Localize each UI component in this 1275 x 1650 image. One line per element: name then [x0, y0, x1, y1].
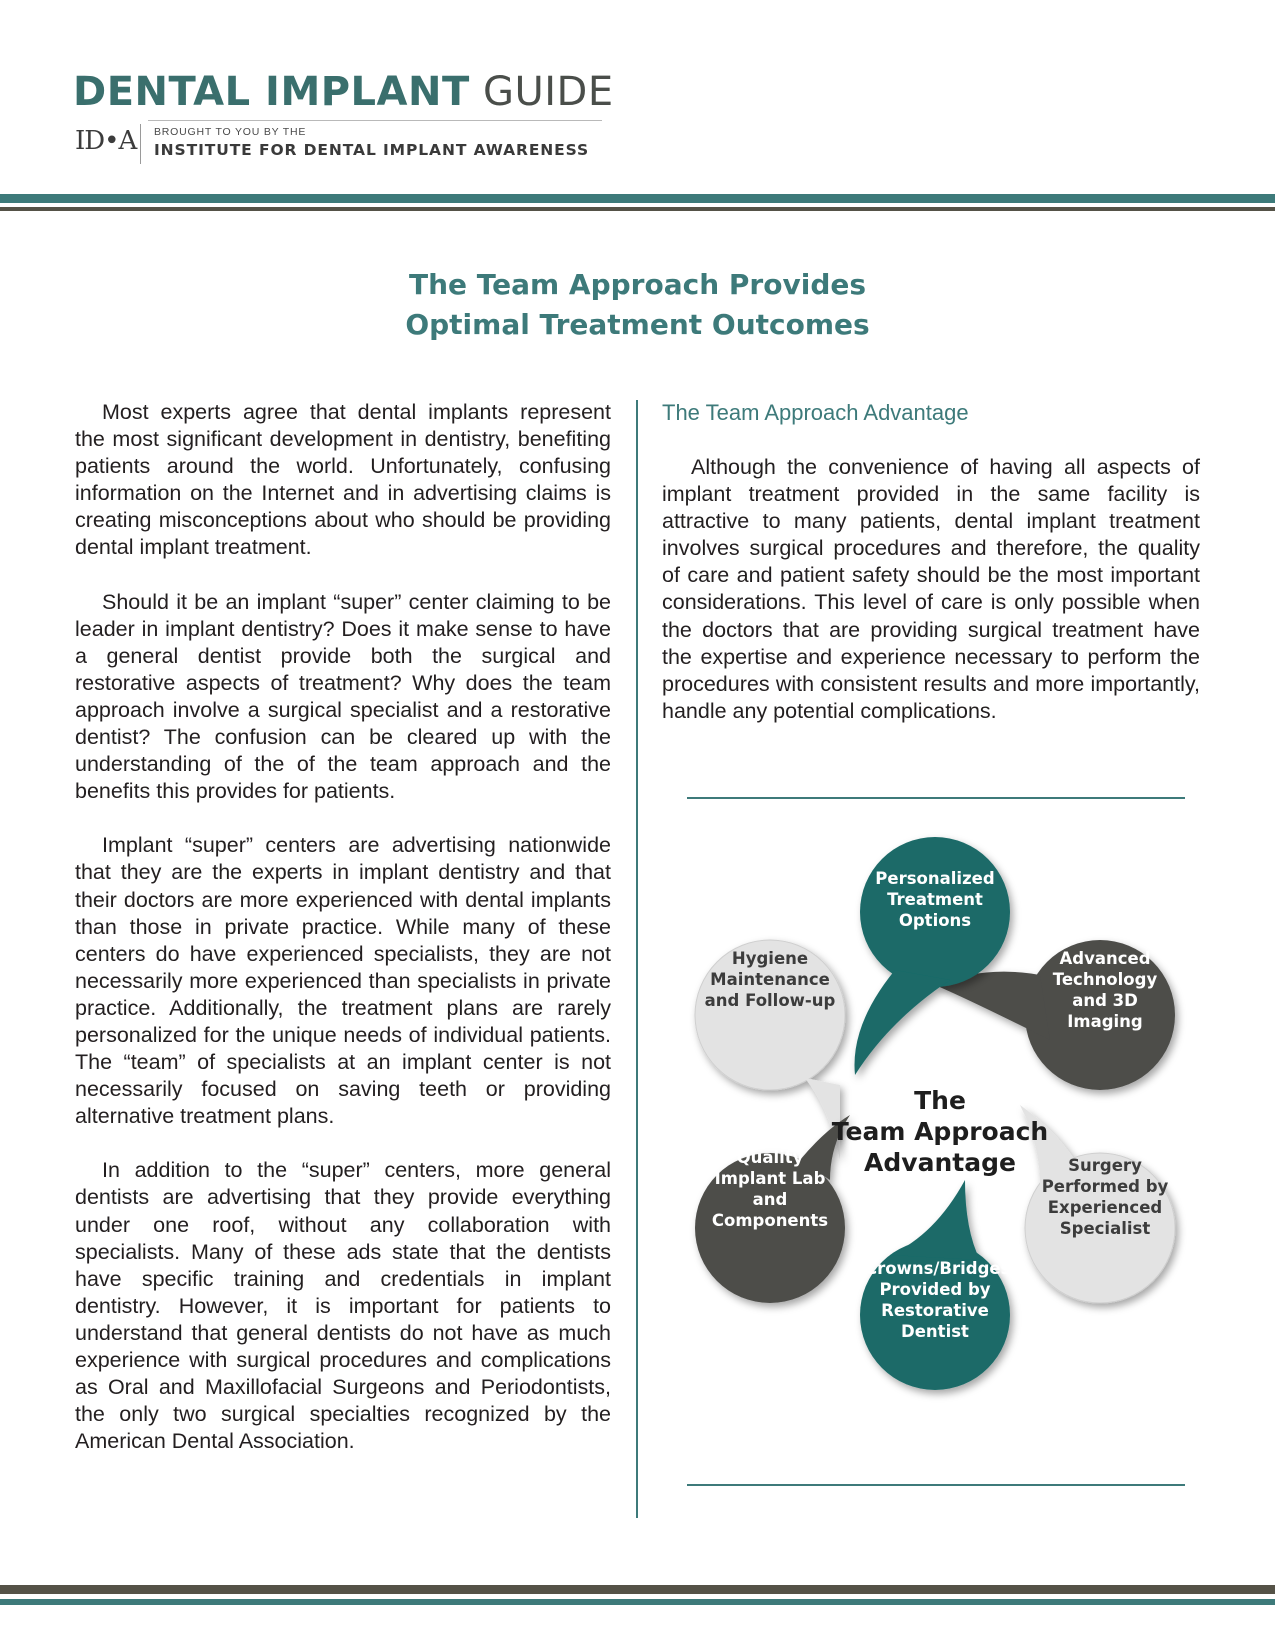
diagram-top-rule: [687, 797, 1185, 799]
diagram-bottom-rule: [687, 1484, 1185, 1486]
page-title-line2: Optimal Treatment Outcomes: [405, 308, 870, 341]
paragraph: In addition to the “super” centers, more general dentists are advertising that they provide everything under one roof, without any collaboration with specialists. Many of these ads state that the dentists have specific training and credentials in implant dentistry. However, it is important for patients to understand that general dentists do not have as much experience with surgical procedures and complications as Oral and Maxillofacial Surgeons and Periodontists, the only two surgical specialties recognized by the American Dental Association.: [75, 1158, 611, 1454]
diagram-center-title: [800, 1085, 1080, 1178]
paragraph: Although the convenience of having all aspects of implant treatment provided in the same facility is attractive to many patients, dental implant treatment involves surgical procedures and therefore, the quality of care and patient safety should be the most important considerations. This level of care is only possible when the doctors that are providing surgical treatment have the expertise and experience necessary to perform the procedures with consistent results and more importantly, handle any potential complications.: [662, 455, 1200, 723]
guide-title-bold: DENTAL IMPLANT: [73, 69, 470, 115]
top-band-brown: [0, 207, 1275, 211]
guide-title: [73, 68, 614, 116]
center-line1: The: [914, 1086, 966, 1115]
top-band-teal: [0, 194, 1275, 203]
left-column: [75, 399, 611, 1482]
label-lab: Quality Implant Lab and Components: [711, 1148, 829, 1230]
page-title: [0, 265, 1275, 345]
guide-title-light: GUIDE: [469, 69, 614, 115]
column-divider: [636, 400, 638, 1518]
team-approach-diagram: [680, 860, 1200, 1420]
paragraph: Implant “super” centers are advertising nationwide that they are the experts in implant dentistry and that their doctors are more experienced with dental implants than those in private practice. While many of these centers do have experienced specialists, they are not necessarily more experienced than specialists in private practice. Additionally, the treatment plans are rarely personalized for the unique needs of individual patients. The “team” of specialists at an implant center is not necessarily focused on saving teeth or providing alternative treatment plans.: [75, 833, 611, 1129]
label-surgery: Surgery Performed by Experienced Specialist: [1041, 1156, 1169, 1238]
institute-name: INSTITUTE FOR DENTAL IMPLANT AWARENESS: [154, 141, 590, 159]
center-line2: Team Approach: [831, 1117, 1049, 1146]
page-title-line1: The Team Approach Provides: [408, 268, 867, 301]
label-technology: Advanced Technology and 3D Imaging: [1052, 949, 1158, 1031]
header-rule: [148, 120, 602, 121]
idia-logo: ID•A: [75, 126, 137, 156]
brought-by-text: BROUGHT TO YOU BY THE: [154, 126, 307, 138]
bottom-band-teal: [0, 1599, 1275, 1605]
center-line3: Advantage: [864, 1148, 1016, 1177]
label-personalized: Personalized Treatment Options: [875, 869, 995, 930]
right-column: [662, 399, 1200, 725]
paragraph: Should it be an implant “super” center claiming to be leader in implant dentistry? Does it make sense to have a general dentist provide both the surgical and restorative aspects of treatment? Why does the team approach involve a surgical specialist and a restorative dentist? The confusion can be cleared up with the understanding of the of the team approach and the benefits this provides for patients.: [75, 589, 611, 804]
paragraph: Most experts agree that dental implants represent the most significant development in dentistry, benefiting patients around the world. Unfortunately, confusing information on the Internet and in advertising claims is creating misconceptions about who should be providing dental implant treatment.: [75, 400, 611, 560]
label-hygiene: Hygiene Maintenance and Follow-up: [704, 949, 836, 1010]
logo-divider: [140, 124, 141, 164]
bottom-band-brown: [0, 1585, 1275, 1594]
label-crowns: Crowns/Bridges Provided by Restorative Dentist: [865, 1259, 1011, 1341]
section-heading: The Team Approach Advantage: [662, 400, 969, 425]
